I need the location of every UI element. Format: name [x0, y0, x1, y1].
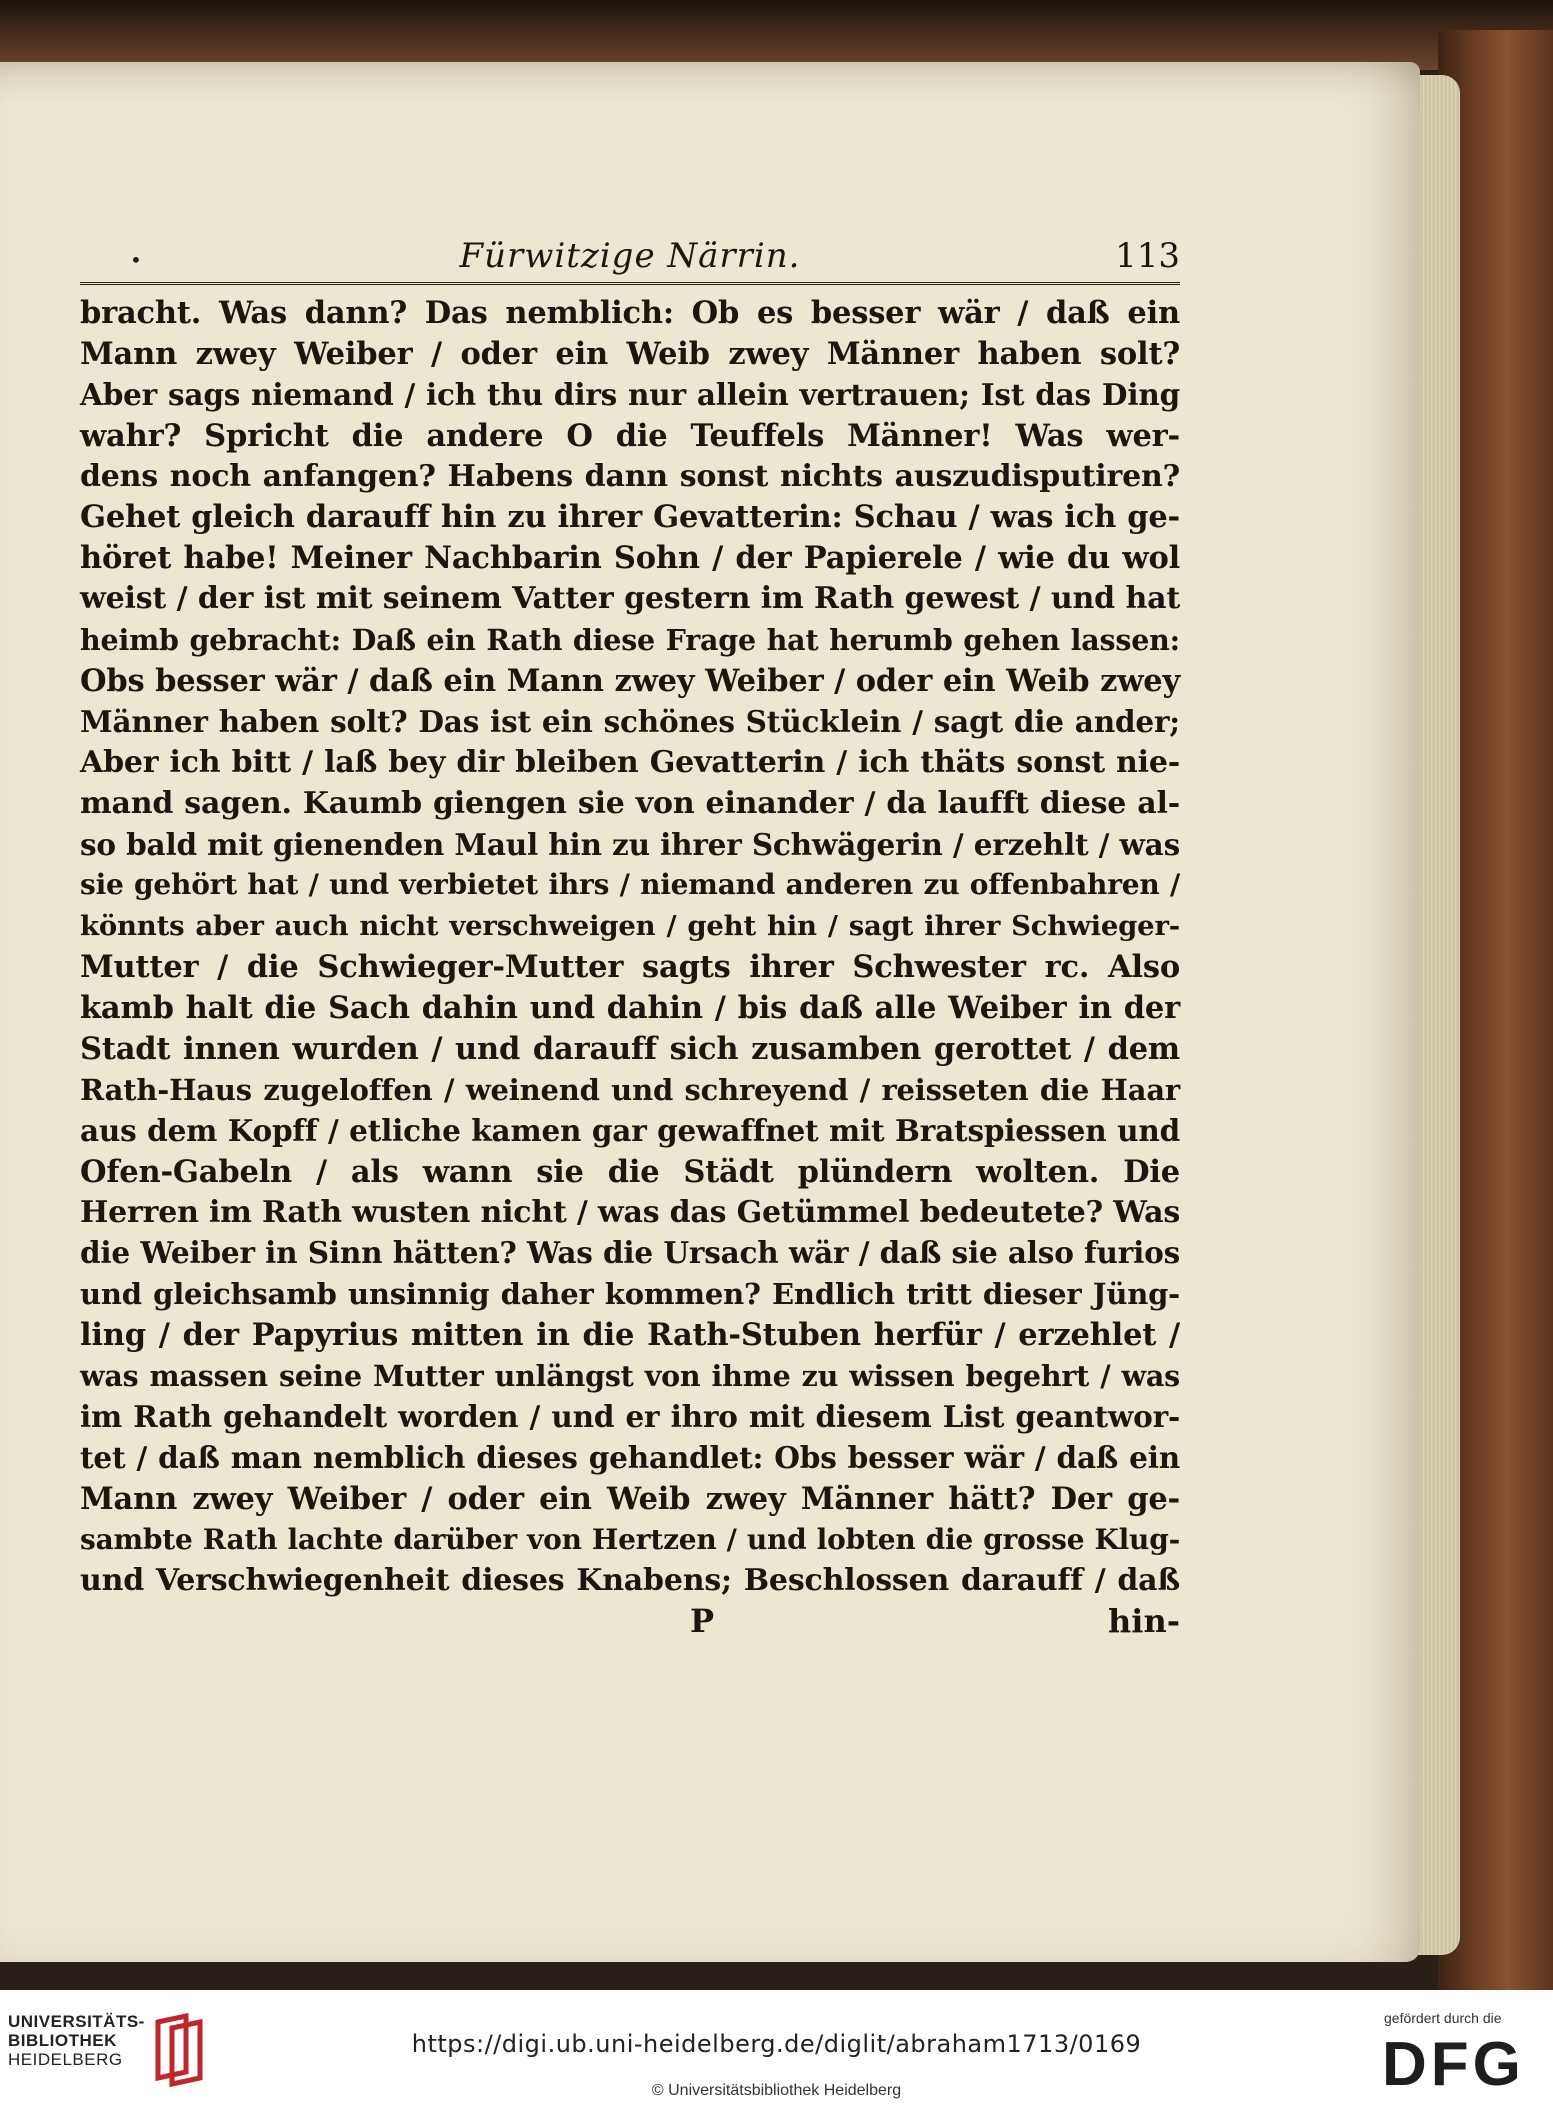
text-line: Mutter / die Schwieger-Mutter sagts ihrer Schwester rc. Also: [80, 949, 1180, 986]
library-name-line1: UNIVERSITÄTS-: [8, 2012, 145, 2031]
text-line: höret habe! Meiner Nachbarin Sohn / der Papierele / wie du wol: [80, 540, 1180, 577]
dfg-logo[interactable]: DFG: [1382, 2030, 1525, 2099]
text-line: wahr? Spricht die andere O die Teuffels Männer! Was wer-: [80, 417, 1180, 454]
text-line: Männer haben solt? Das ist ein schönes Stücklein / sagt die ander;: [80, 703, 1180, 739]
page-text-block: [80, 232, 1180, 1646]
page-number: 113: [1115, 236, 1180, 276]
catchword: hin-: [1108, 1601, 1180, 1640]
running-title: Fürwitzige Närrin.: [459, 236, 801, 276]
library-name-line2: BIBLIOTHEK: [8, 2031, 117, 2050]
signature-mark: P: [690, 1601, 715, 1640]
text-line: ling / der Papyrius mitten in die Rath-Stuben herfür / erzehlet /: [80, 1317, 1180, 1354]
text-line: so bald mit gienenden Maul hin zu ihrer Schwägerin / erzehlt / was: [80, 826, 1180, 862]
text-line: Gehet gleich darauff hin zu ihrer Gevatterin: Schau / was ich ge-: [80, 499, 1180, 536]
copyright-notice: © Universitätsbibliothek Heidelberg: [651, 2082, 902, 2099]
text-line: und Verschwiegenheit dieses Knabens; Beschlossen darauff / daß: [80, 1562, 1180, 1598]
text-line: könnts aber auch nicht verschweigen / geht hin / sagt ihrer Schwieger-: [80, 910, 1180, 943]
permalink-url[interactable]: https://digi.ub.uni-heidelberg.de/diglit/abraham1713/0169: [411, 2030, 1142, 2058]
text-line: bracht. Was dann? Das nemblich: Ob es besser wär / daß ein: [80, 295, 1180, 331]
text-line: tet / daß man nemblich dieses gehandlet: Obs besser wär / daß ein: [80, 1439, 1180, 1475]
book-binding-top: [0, 0, 1553, 70]
text-line: mand sagen. Kaumb giengen sie von einander / da laufft diese al-: [80, 785, 1180, 821]
text-line: Aber sags niemand / ich thu dirs nur allein vertrauen; Ist das Ding: [80, 376, 1180, 412]
text-line: Stadt innen wurden / und darauff sich zusamben gerottet / dem: [80, 1031, 1180, 1068]
text-line: Mann zwey Weiber / oder ein Weib zwey Männer haben solt?: [80, 335, 1180, 372]
text-line: dens noch anfangen? Habens dann sonst nichts auszudisputiren?: [80, 458, 1180, 494]
running-head: [80, 232, 1180, 285]
book-page: [0, 62, 1420, 1962]
text-line: im Rath gehandelt worden / und er ihro mit diesem List geantwor-: [80, 1399, 1180, 1435]
text-line: Ofen-Gabeln / als wann sie die Städt plündern wolten. Die: [80, 1153, 1180, 1190]
text-line: aus dem Kopff / etliche kamen gar gewaffnet mit Bratspiessen und: [80, 1112, 1180, 1148]
funder-label: gefördert durch die: [1384, 2010, 1502, 2026]
text-line: kamb halt die Sach dahin und dahin / bis daß alle Weiber in der: [80, 990, 1180, 1027]
viewer-footer: [0, 1990, 1553, 2120]
text-line: Obs besser wär / daß ein Mann zwey Weiber / oder ein Weib zwey: [80, 663, 1180, 700]
text-line: Herren im Rath wusten nicht / was das Getümmel bedeutete? Was: [80, 1194, 1181, 1230]
text-line: sambte Rath lachte darüber von Hertzen / und lobten die grosse Klug-: [80, 1522, 1180, 1556]
text-line: und gleichsamb unsinnig daher kommen? Endlich tritt dieser Jüng-: [80, 1277, 1180, 1312]
text-line: Mann zwey Weiber / oder ein Weib zwey Männer hätt? Der ge-: [80, 1480, 1180, 1517]
catchword-row: [80, 1602, 1180, 1646]
body-text: [80, 293, 1180, 1602]
text-line: Aber ich bitt / laß bey dir bleiben Gevatterin / ich thäts sonst nie-: [80, 744, 1180, 780]
library-name-line3: HEIDELBERG: [8, 2050, 123, 2069]
ornament-dot: •: [130, 248, 142, 272]
text-line: was massen seine Mutter unlängst von ihme zu wissen begehrt / was: [80, 1359, 1180, 1394]
text-line: heimb gebracht: Daß ein Rath diese Frage hat herumb gehen lassen:: [80, 623, 1180, 658]
text-line: die Weiber in Sinn hätten? Was die Ursach wär / daß sie also furios: [80, 1235, 1180, 1271]
text-line: Rath-Haus zugeloffen / weinend und schreyend / reisseten die Haar: [80, 1072, 1180, 1107]
text-line: sie gehört hat / und verbietet ihrs / niemand anderen zu offenbahren /: [80, 868, 1180, 902]
text-line: weist / der ist mit seinem Vatter gestern im Rath gewest / und hat: [80, 581, 1180, 617]
